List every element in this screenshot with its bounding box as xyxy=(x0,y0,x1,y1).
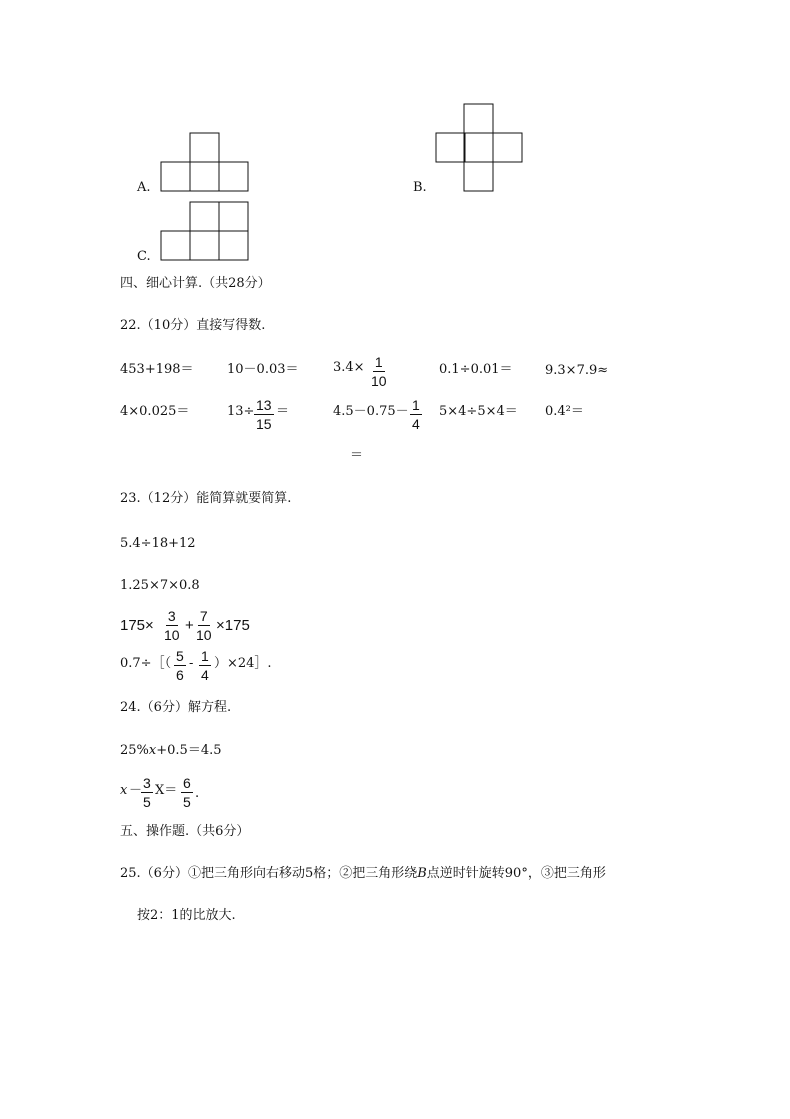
fraction-numerator: 1 xyxy=(412,397,420,413)
fraction-denominator: 5 xyxy=(143,794,151,810)
fraction-denominator: 4 xyxy=(412,416,420,432)
fraction-numerator: 3 xyxy=(167,608,176,624)
fraction-numerator: 3 xyxy=(143,775,151,791)
fraction-numerator: 6 xyxy=(183,775,191,791)
q23-p4-minus: - xyxy=(189,656,194,671)
q24-eq2-fraction-2 xyxy=(181,776,193,809)
fraction-numerator: 7 xyxy=(199,608,208,624)
q24-eq2-mid: X＝ xyxy=(155,783,178,798)
option-c-label: C. xyxy=(137,249,151,264)
q25-line-1-a: 25.（6分）①把三角形向右移动5格；②把三角形绕 xyxy=(120,866,418,881)
q23-p4-fraction-1 xyxy=(174,649,186,682)
q23-p3-plus: + xyxy=(185,617,194,634)
q22-r1-e3: 3.4× xyxy=(333,360,365,375)
section-4-heading: 四、细心计算.（共28分） xyxy=(120,276,271,291)
q25-line-1-c: 点逆时针旋转90°，③把三角形 xyxy=(426,866,606,881)
q24-eq1-variable: x xyxy=(148,743,157,758)
q23-p1: 5.4÷18+12 xyxy=(120,536,196,551)
net-figure-c xyxy=(161,202,248,260)
fraction-denominator: 10 xyxy=(164,627,180,643)
fraction-numerator: 1 xyxy=(201,648,209,664)
q24-eq2-minus: － xyxy=(129,783,143,798)
q22-r1-e4: 0.1÷0.01＝ xyxy=(439,362,513,377)
q23-p3-fraction-1 xyxy=(162,609,182,642)
option-a-label: A. xyxy=(137,180,151,195)
q22-r1-e5: 9.3×7.9≈ xyxy=(545,363,609,378)
fraction-denominator: 6 xyxy=(176,667,184,683)
q22-r2-e1: 4×0.025＝ xyxy=(120,404,190,419)
q24-eq2-end: . xyxy=(195,786,200,801)
q23-p3-b: ×175 xyxy=(216,617,250,634)
fraction-denominator: 4 xyxy=(201,667,209,683)
q22-r2-e5: 0.4²＝ xyxy=(545,404,584,419)
q22-r2-e2-fraction xyxy=(254,398,274,431)
q22-r2-e2: 13÷ xyxy=(227,404,255,419)
q22-title: 22.（10分）直接写得数. xyxy=(120,318,266,333)
q24-eq2-variable: x xyxy=(120,783,128,798)
q22-r1-e1: 453+198＝ xyxy=(120,362,194,377)
q22-r2-e3-fraction xyxy=(410,398,422,431)
fraction-denominator: 5 xyxy=(183,794,191,810)
q23-p4-a: 0.7÷［（ xyxy=(120,656,172,671)
q23-p2: 1.25×7×0.8 xyxy=(120,578,200,593)
q22-r2-e4: 5×4÷5×4＝ xyxy=(439,404,518,419)
fraction-denominator: 10 xyxy=(371,373,387,389)
net-figure-b xyxy=(436,104,522,191)
q24-title: 24.（6分）解方程. xyxy=(120,700,232,715)
net-figure-a xyxy=(161,133,248,191)
q24-eq1-rest: +0.5＝4.5 xyxy=(156,743,222,758)
q25-line-1 xyxy=(120,867,606,880)
q24-eq2-fraction-1 xyxy=(141,776,153,809)
q23-p3-fraction-2 xyxy=(194,609,214,642)
fraction-denominator: 15 xyxy=(256,416,272,432)
q23-title: 23.（12分）能简算就要简算. xyxy=(120,491,292,506)
fraction-numerator: 5 xyxy=(176,648,184,664)
option-b-label: B. xyxy=(413,180,427,195)
fraction-numerator: 13 xyxy=(256,397,272,413)
section-5-heading: 五、操作题.（共6分） xyxy=(120,824,250,839)
q22-r2-e2-equals: ＝ xyxy=(276,404,290,419)
q22-r3-equals: ＝ xyxy=(350,448,364,463)
q22-r1-e2: 10－0.03＝ xyxy=(227,362,299,377)
q22-r1-e3-fraction xyxy=(369,355,389,388)
q23-p4-b: ）×24］. xyxy=(214,656,272,671)
q23-p4-fraction-2 xyxy=(199,649,211,682)
fraction-denominator: 10 xyxy=(196,627,212,643)
q24-eq1-percent: 25% xyxy=(120,743,149,758)
q25-line-2: 按2：1的比放大. xyxy=(137,908,236,923)
q23-p3-a: 175× xyxy=(120,617,154,634)
q22-r2-e3: 4.5－0.75－ xyxy=(333,404,409,419)
fraction-numerator: 1 xyxy=(374,354,383,370)
q24-eq1 xyxy=(120,744,222,757)
q25-point-b: B xyxy=(417,866,427,881)
